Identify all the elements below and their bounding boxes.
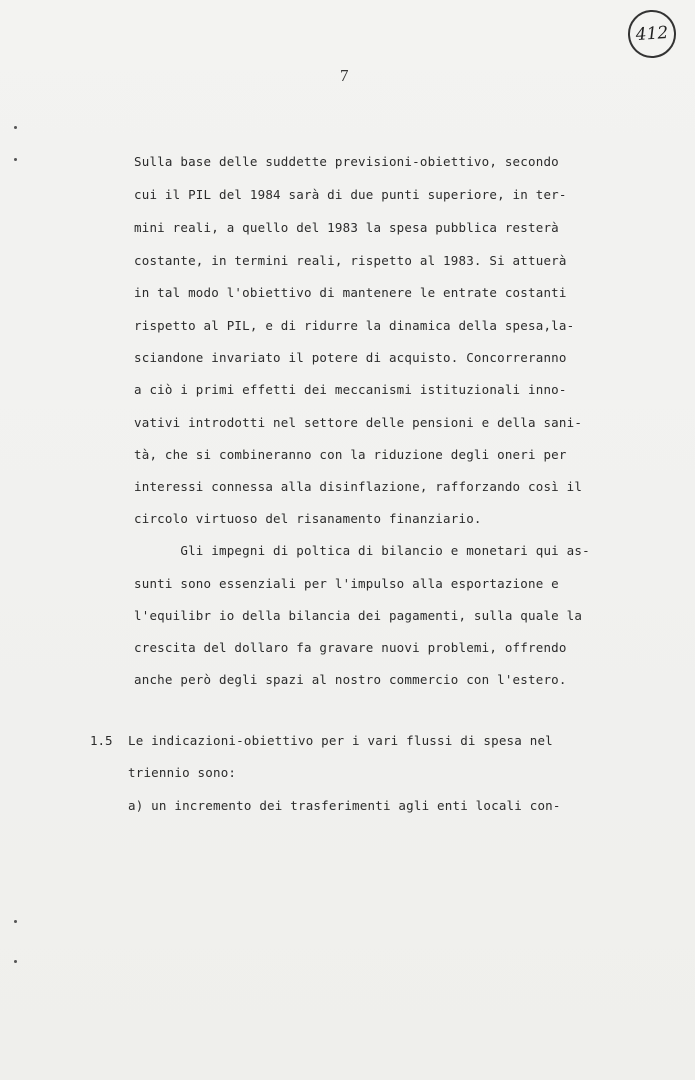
paragraph-line: Sulla base delle suddette previsioni-obiettivo, secondo (134, 154, 559, 169)
stamp-number: 412 (635, 22, 669, 46)
section-number: 1.5 (90, 733, 113, 748)
paragraph-line: cui il PIL del 1984 sarà di due punti superiore, in ter- (134, 187, 567, 202)
paragraph-line: Gli impegni di poltica di bilancio e monetari qui as- (134, 543, 590, 558)
paragraph-line: anche però degli spazi al nostro commercio con l'estero. (134, 672, 567, 687)
paragraph-line: rispetto al PIL, e di ridurre la dinamica della spesa,la- (134, 318, 575, 333)
margin-dot (14, 960, 17, 963)
paragraph-line: mini reali, a quello del 1983 la spesa pubblica resterà (134, 220, 559, 235)
list-item: a) un incremento dei trasferimenti agli enti locali con- (128, 798, 561, 813)
paragraph-line: circolo virtuoso del risanamento finanziario. (134, 511, 482, 526)
archive-stamp (626, 8, 677, 59)
margin-dot (14, 158, 17, 161)
margin-dot (14, 126, 17, 129)
margin-dot (14, 920, 17, 923)
paragraph-line: a ciò i primi effetti dei meccanismi istituzionali inno- (134, 382, 567, 397)
paragraph-line: vativi introdotti nel settore delle pensioni e della sani- (134, 415, 583, 430)
paragraph-line: tà, che si combineranno con la riduzione degli oneri per (134, 447, 567, 462)
paragraph-line: sciandone invariato il potere di acquisto. Concorreranno (134, 350, 567, 365)
paragraph-line: in tal modo l'obiettivo di mantenere le entrate costanti (134, 285, 567, 300)
paragraph-line: sunti sono essenziali per l'impulso alla esportazione e (134, 576, 559, 591)
section-line: Le indicazioni-obiettivo per i vari flussi di spesa nel (128, 733, 553, 748)
section-line: triennio sono: (128, 765, 237, 780)
paragraph-line: interessi connessa alla disinflazione, rafforzando così il (134, 479, 583, 494)
paragraph-line: crescita del dollaro fa gravare nuovi problemi, offrendo (134, 640, 567, 655)
page-number: 7 (340, 66, 349, 85)
paragraph-line: l'equilibr io della bilancia dei pagamenti, sulla quale la (134, 608, 583, 623)
paragraph-line: costante, in termini reali, rispetto al 1983. Si attuerà (134, 253, 567, 268)
